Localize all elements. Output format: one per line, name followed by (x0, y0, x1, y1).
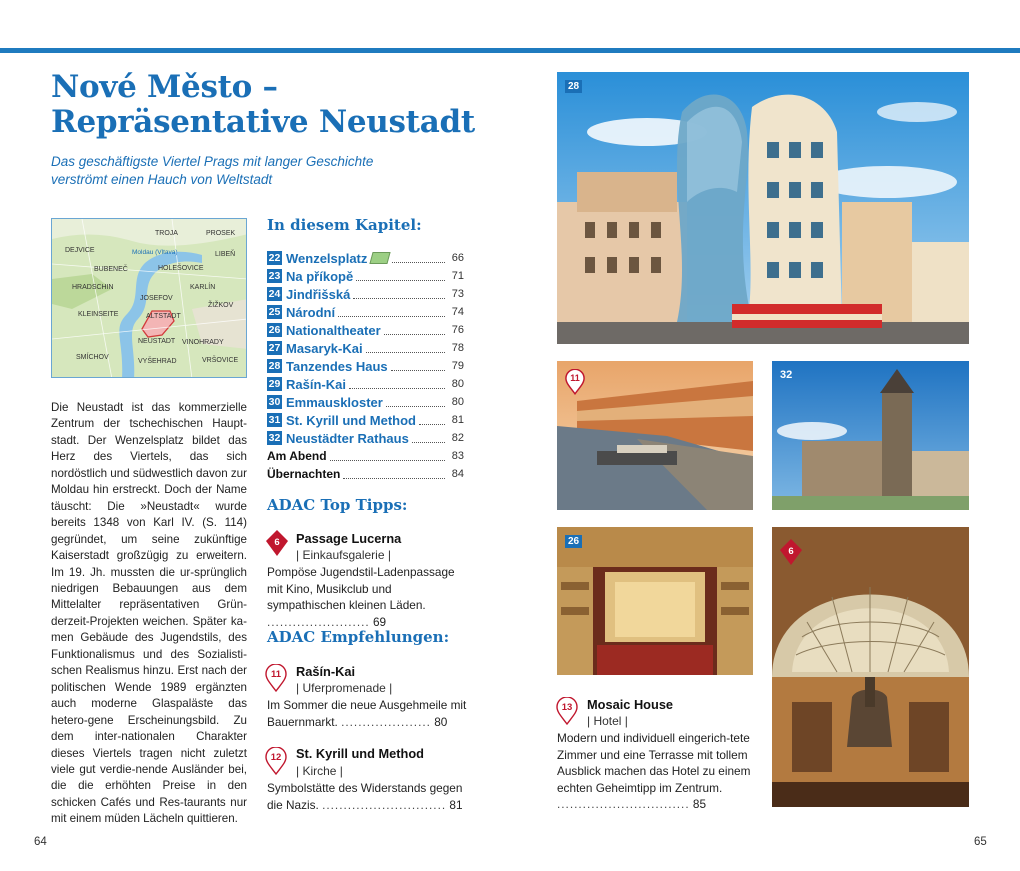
photo-marker-11 (565, 369, 585, 395)
empfehlung-name: Rašín-Kai (296, 664, 356, 679)
top-tipp-desc: Pompöse Jugendstil-Ladenpassage mit Kino, Musikclub und sympathischen kleinen Läden. ........................ 69 (267, 565, 455, 629)
toc-page: 66 (451, 252, 464, 264)
empfehlungen-heading: ADAC Empfehlungen: (267, 628, 450, 646)
page-title: Nové Město – Repräsentative Neustadt (51, 69, 475, 140)
empfehlung-marker-11 (265, 664, 287, 692)
empfehlung-desc: Symbolstätte des Widerstands gegen die Nazis. ............................. 81 (267, 781, 463, 812)
map-label: BUBENEČ (94, 266, 128, 273)
map-label: VYŠEHRAD (138, 358, 177, 365)
toc-title: Jindřišská (286, 286, 351, 302)
marker-number: 12 (270, 752, 282, 763)
toc-row (267, 357, 464, 375)
page-number-left: 64 (34, 836, 47, 848)
toc-number: 29 (268, 378, 281, 390)
empfehlung-desc: Im Sommer die neue Ausgehmeile mit Bauernmarkt. ..................... 80 (267, 698, 467, 729)
map-label: NEUSTADT (138, 338, 176, 345)
toc-number: 22 (268, 252, 281, 264)
toc-row (267, 465, 464, 483)
top-tipp-marker (266, 530, 288, 556)
toc-page: 83 (451, 450, 464, 462)
district-map (51, 218, 247, 378)
map-book-icon (370, 252, 391, 264)
page-subtitle: Das geschäftigste Viertel Prags mit langer Geschichte verströmt einen Hauch von Weltstadt (51, 154, 374, 187)
marker-number: 11 (270, 669, 282, 680)
page-number-right: 65 (974, 836, 987, 848)
empfehlung-type: | Uferpromenade | (296, 681, 393, 695)
empfehlung-marker-12 (265, 747, 287, 775)
photo-rasin-kai (557, 361, 753, 510)
chapter-toc (267, 249, 464, 483)
marker-number: 11 (570, 373, 580, 383)
toc-row (267, 429, 464, 447)
hotel-marker (556, 697, 578, 725)
toc-title: Tanzendes Haus (286, 358, 388, 374)
map-label: Moldau (Vltava) (132, 249, 178, 256)
toc-row (267, 285, 464, 303)
toc-title: Na příkopě (286, 268, 354, 284)
toc-row (267, 321, 464, 339)
toc-title: Rašín-Kai (286, 376, 346, 392)
toc-title: Národní (286, 304, 336, 320)
map-label: HRADSCHIN (72, 284, 114, 291)
photo-nationaltheater (557, 527, 753, 675)
toc-number: 30 (268, 396, 281, 408)
map-label: TROJA (155, 230, 178, 237)
toc-number: 23 (268, 270, 281, 282)
map-label: HOLEŠOVICE (158, 265, 204, 272)
toc-row (267, 411, 464, 429)
toc-row (267, 303, 464, 321)
toc-title: Emmauskloster (286, 394, 383, 410)
toc-page: 76 (451, 324, 464, 336)
marker-number: 6 (274, 537, 280, 548)
empfehlung-name: St. Kyrill und Method (296, 746, 424, 761)
photo-badge: 28 (565, 80, 582, 93)
toc-row (267, 249, 464, 267)
map-label: ŽIŽKOV (208, 302, 234, 309)
photo-badge: 32 (780, 369, 793, 381)
hotel-name: Mosaic House (587, 697, 674, 712)
toc-number: 32 (268, 432, 281, 444)
map-label: JOSEFOV (140, 295, 173, 302)
toc-page: 80 (451, 396, 464, 408)
toc-page: 78 (451, 342, 464, 354)
toc-title: Am Abend (267, 449, 327, 463)
map-label: SMÍCHOV (76, 354, 109, 361)
marker-number: 13 (561, 702, 573, 713)
toc-page: 79 (451, 360, 464, 372)
chapter-heading: In diesem Kapitel: (267, 216, 422, 234)
toc-row (267, 375, 464, 393)
photo-marker-6 (780, 539, 802, 565)
map-label: LIBEŇ (215, 251, 236, 258)
toc-title: Wenzelsplatz (286, 250, 368, 266)
photo-passage-lucerna (772, 527, 969, 807)
toc-title: St. Kyrill und Method (286, 412, 416, 428)
toc-number: 26 (268, 324, 281, 336)
toc-title: Masaryk-Kai (286, 340, 363, 356)
toc-row (267, 447, 464, 465)
toc-number: 24 (268, 288, 281, 300)
map-label: KARLÍN (190, 284, 216, 291)
map-label: PROSEK (206, 230, 236, 237)
toc-title: Neustädter Rathaus (286, 430, 409, 446)
hotel-type: | Hotel | (587, 714, 628, 728)
map-label: KLEINSEITE (78, 311, 119, 318)
toc-page: 73 (451, 288, 464, 300)
toc-page: 81 (451, 414, 464, 426)
toc-row (267, 267, 464, 285)
toc-page: 82 (451, 432, 464, 444)
toc-page: 74 (451, 306, 464, 318)
photo-neustaedter-rathaus (772, 361, 969, 510)
empfehlung-type: | Kirche | (296, 764, 343, 778)
map-label: VRŠOVICE (202, 357, 239, 364)
photo-badge: 26 (565, 535, 582, 548)
top-tipps-heading: ADAC Top Tipps: (267, 496, 408, 514)
toc-number: 25 (268, 306, 281, 318)
top-tipp-type: | Einkaufsgalerie | (296, 548, 391, 562)
marker-number: 6 (788, 546, 794, 557)
top-accent-bar (0, 48, 1020, 53)
map-label: ALTSTADT (146, 313, 181, 320)
toc-page: 84 (451, 468, 464, 480)
toc-number: 31 (268, 414, 281, 426)
toc-page: 71 (451, 270, 464, 282)
hotel-desc: Modern und individuell eingerich-tete Zimmer und eine Terrasse mit tollem Ausblick machen das Hotel zu einem echten Geheimtipp im Zentrum. ............................... 85 (557, 731, 751, 811)
toc-row (267, 339, 464, 357)
intro-text: Die Neustadt ist das kommerzielle Zentrum der tschechischen Haupt-stadt. Der Wenzelsplatz bildet das Herz des Viertels, das sich nordöstlich und südwestlich davon zur Moldau hin erstreckt. Doch der Name täuscht: Die »Neustadt« wurde bereits 1348 von Karl IV. (S. 114) gegründet, um seine zukünftige Kaiserstadt großzügig zu erweitern. Im 19. Jh. mussten die ur-sprünglich niedrigen Bebauungen aus dem Mittelalter repräsentativen Grün-derzeit-Projekten weichen. Später ka-men Gebäude des Jugendstils, des Funktionalismus und des Sozialisti-schen Realismus hinzu. Erst nach der politischen Wende 1989 ergänzten auch moderne Glaspaläste das hetero-gene Erscheinungsbild. Zu dem inter-nationalen Charakter dieses Viertels tragen nicht zuletzt viele gut verdie-nende Ausländer bei, die die erhöhten Preise in den schicken Cafés und Res-taurants nur mit einem müden Lächeln quittieren. (51, 401, 247, 826)
photo-dancing-house (557, 72, 969, 344)
toc-page: 80 (451, 378, 464, 390)
top-tipp-name: Passage Lucerna (296, 531, 402, 546)
toc-title: Nationaltheater (286, 322, 381, 338)
toc-number: 27 (268, 342, 281, 354)
toc-title: Übernachten (267, 467, 341, 481)
toc-row (267, 393, 464, 411)
toc-number: 28 (268, 360, 281, 372)
map-label: VINOHRADY (182, 339, 224, 346)
map-label: DEJVICE (65, 247, 95, 254)
